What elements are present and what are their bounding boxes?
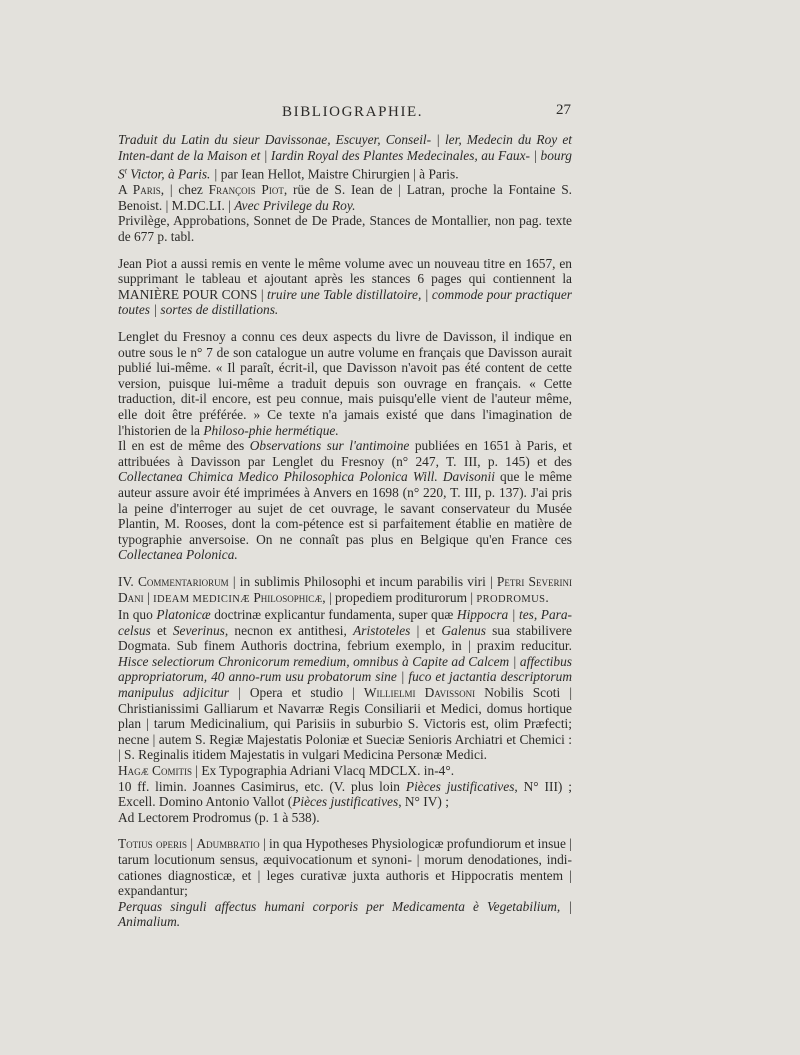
paragraph [118,607,572,763]
text-run: PRODROMUS [476,593,546,605]
text-run: Perquas singuli affectus humani corporis per Medicamenta è Vegetabilium, | Animalium. [118,898,572,930]
text-run: Hippocra | tes, Para-celsus [118,607,573,638]
text-run: Traduit du Latin du sieur Davissonae, Escuyer, Conseil- | ler, Medecin du Roy et Inten-dant de la Maison et | Iardin Royal des Plantes Medecinales, au Faux- | bourg S [118,132,572,182]
text-run: | in qua Hypotheses Physiologicæ profundiorum et insue | tarum locutionum sensus, æquivocationum et synoni- | morum denodationes, indi-cationes diagnosticæ, et | leges curativæ juxta authoris et Hippocratis mentem | expandantur; [118,836,572,899]
text-run: Collectanea Chimica Medico Philosophica Polonica Will. Davisonii [118,469,495,485]
paragraph [118,779,572,810]
text-run: | et [410,622,442,638]
paragraph [118,256,572,318]
text-run: A [118,182,133,198]
paragraph [118,132,572,182]
text-run: Privilège, Approbations, Sonnet de De Prade, Stances de Montallier, non pag. texte de 677 p. tabl. [118,213,572,245]
text-run: 10 ff. limin. Joannes Casimirus, etc. (V. plus loin [118,778,406,794]
paragraph [118,763,572,779]
paragraph [118,438,572,563]
text-run: que le même auteur assure avoir été imprimées à Anvers en 1698 (n° 220, T. III, p. 137). J'ai pris la peine d'interroger au sujet de cet ouvrage, le savant conservateur du Musée Plantin, M. Rooses, dont la com-pétence est si parfaitement établie en matière de typographie anversoise. On ne connaît pas plus en Belgique qu'en France ces [118,469,572,547]
text-run: Severinus [172,622,225,638]
text-run: | Ex Typographia Adriani Vlacq MDCLX. in-4°. [191,763,455,779]
text-run: , N° III) ; Excell. Domino Antonio Vallot ( [118,778,572,810]
body-text [118,132,572,930]
paragraph [118,899,572,930]
text-run: , | propediem proditurorum | [322,589,477,605]
paragraph [118,836,572,898]
text-run: par Iean Hellot, Maistre Chirurgien | à Paris. [220,166,459,182]
text-run: Platonicæ [156,607,211,623]
text-run: Petri Severini Dani [118,573,572,605]
text-run: Nobilis Scoti | Christianissimi Galliarum et Navarræ Regis Consiliarii et Medici, domus hortique plan | tarum Medicinalium, qui Parisiis in suburbio S. Victoris est, olim Præfecti; necne | autem S. Regiæ Majestatis Poloniæ et Sueciæ Senioris Archiatri et Chemici : | S. Reginalis itidem Majestatis in vulgari Medicina Personæ Medici. [118,685,573,763]
text-run: Collectanea Polonica. [118,547,238,563]
text-run: Observations sur l'antimoine [249,438,410,454]
text-run: Hisce selectiorum Chronicorum remedium, omnibus à Capite ad Calcem | affectibus appropriatorum, 40 anno-rum usu probatorum sine | fuco et jactantia descriptorum manipulus adjicitur [118,653,572,701]
text-run: Paris [132,182,161,198]
text-run: Galenus [441,622,486,638]
text-run: IV. [118,573,138,589]
paragraph [118,213,572,244]
page-number: 27 [556,102,571,118]
text-run: Lenglet du Fresnoy a connu ces deux aspects du livre de Davisson, il indique en outre sous le n° 7 de son catalogue un autre volume en français que Davisson aurait publié lui-même. « Il paraît, écrit-il, que Davisson n'avoit pas été content de cette version, puisque lui-même a traduit depuis son ouvrage en français. « Cette traduction, dit-il encore, est peu connue, mais puisqu'elle vient de l'auteur même, elle doit être préférée. » Ce texte n'a jamais existé que dans l'imagination de l'historien de la [118,329,572,438]
text-run: , rüe de S. Iean de | Latran, proche la Fontaine S. Benoist. | M.DC.LI. | [118,182,572,213]
paragraph [118,182,572,213]
text-run: et [150,622,173,638]
text-run: truire une Table distillatoire, | commode pour practiquer toutes | sortes de distillations. [118,286,572,318]
text-run: Philoso-phie hermétique. [203,422,339,438]
text-run: . [545,589,549,605]
text-run: Pièces justificatives [405,778,515,794]
paragraph [118,810,572,826]
text-run: Aristoteles [353,622,411,638]
text-run: , necnon ex antithesi, [224,622,354,638]
text-run: Jean Piot a aussi remis en vente le même volume avec un nouveau titre en 1657, en supprimant le tableau et ajoutant après les stances 6 pages qui contiennent la MANIÈRE POUR CONS | [118,255,572,302]
paragraph [118,329,572,438]
text-run: , | chez [160,182,209,198]
text-run: Avec Privilege du Roy. [234,197,356,213]
running-head [0,104,800,126]
text-run: , N° IV) ; [398,794,449,810]
text-run: Il en est de même des [118,438,250,454]
text-run: Pièces justificatives [292,794,399,810]
text-run: | in sublimis Philosophi et incum parabilis viri | [228,573,497,589]
text-run: IDEAM MEDICINÆ [153,593,250,605]
text-run: Hagæ Comitis [118,763,192,779]
running-title: BIBLIOGRAPHIE. [282,104,424,120]
text-run: doctrinæ explicantur fundamenta, super quæ [210,607,457,623]
text-run: t [124,166,127,176]
text-run: François Piot [208,182,284,198]
text-run: | [143,589,154,605]
text-run: | Opera et studio | [229,685,364,701]
text-run: Victor, à Paris. | [126,166,221,182]
text-run: publiées en 1651 à Paris, et attribuées à Davisson par Lenglet du Fresnoy (n° 247, T. III, p. 145) et des [118,438,572,469]
text-run: Totius operis [118,836,188,852]
text-run: Philosophicæ [253,589,323,605]
text-run: Adumbratio [196,836,260,852]
text-run: | [187,836,197,852]
text-run: Commentariorum [137,573,229,589]
text-run: sua stabilivere Dogmata. Sub finem Authoris doctrina, febrium exemplo, in | praxim reducitur. [118,622,573,654]
text-run: In quo [118,607,157,623]
text-run: Ad Lectorem Prodromus (p. 1 à 538). [118,809,320,825]
paragraph [118,574,572,607]
text-run: Willielmi Davissoni [363,685,476,701]
